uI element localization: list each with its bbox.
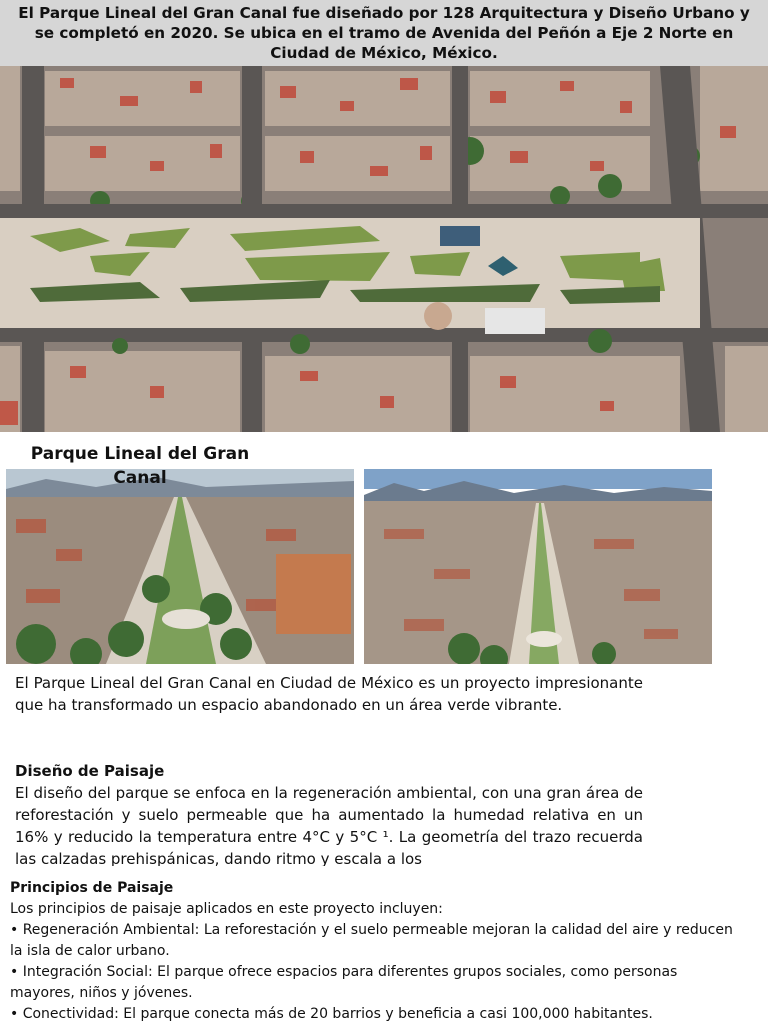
- park-photo-right: [364, 469, 712, 664]
- header-caption-bar: [0, 0, 768, 66]
- intro-paragraph: El Parque Lineal del Gran Canal en Ciudad de México es un proyecto impresionante que ha transformado un espacio abandonado en un área verde vibrante.: [15, 674, 643, 714]
- principles-list: [10, 920, 735, 1025]
- list-item: • Regeneración Ambiental: La reforestación y el suelo permeable mejoran la calidad del aire y reducen la isla de calor urbano.: [10, 922, 733, 959]
- principles-heading: Principios de Paisaje: [10, 880, 174, 896]
- principles-intro: Los principios de paisaje aplicados en este proyecto incluyen:: [10, 901, 443, 917]
- aerial-photo: [0, 66, 768, 432]
- design-paragraph: El diseño del parque se enfoca en la regeneración ambiental, con una gran área de reforestación y suelo permeable que ha aumentado la humedad relativa en un 16% y reducido la temperatura entre 4°C y 5°C ¹. La geometría del trazo recuerda las calzadas prehispánicas, dando ritmo y escala a los: [15, 784, 643, 866]
- list-item: • Conectividad: El parque conecta más de 20 barrios y beneficia a casi 100,000 habitantes.: [10, 1006, 653, 1022]
- park-photo-left: [6, 469, 354, 664]
- list-item: • Integración Social: El parque ofrece espacios para diferentes grupos sociales, como personas mayores, niños y jóvenes.: [10, 964, 678, 1001]
- design-heading: Diseño de Paisaje: [15, 762, 165, 780]
- header-caption: El Parque Lineal del Gran Canal fue diseñado por 128 Arquitectura y Diseño Urbano y se completó en 2020. Se ubica en el tramo de Avenida del Peñón a Eje 2 Norte en Ciudad de México, México.: [18, 4, 750, 62]
- page-title: Parque Lineal del Gran Canal: [30, 444, 250, 488]
- principles-section: [0, 870, 768, 1024]
